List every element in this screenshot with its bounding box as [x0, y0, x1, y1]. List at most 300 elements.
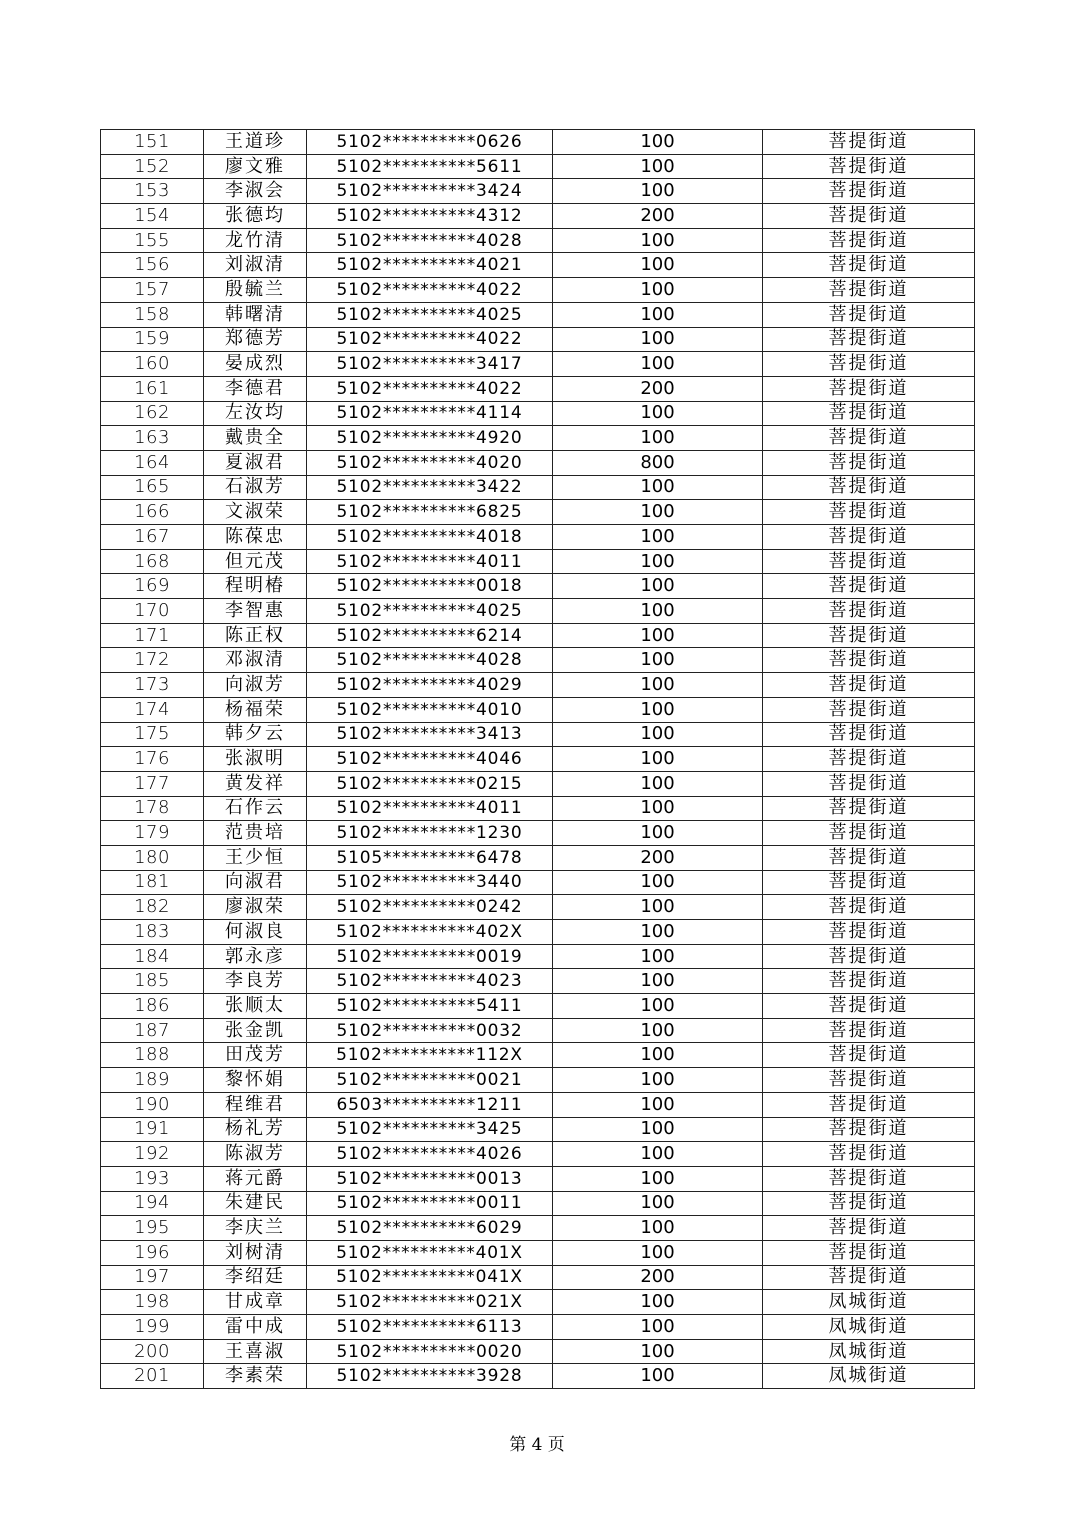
id-number-cell: 5102**********4018 [307, 525, 553, 550]
name-cell: 李德君 [204, 376, 307, 401]
table-row [101, 623, 975, 648]
subdistrict-cell: 菩提街道 [763, 352, 975, 377]
table-row [101, 204, 975, 229]
row-number-cell: 171 [101, 623, 204, 648]
id-number-cell: 5102**********4046 [307, 747, 553, 772]
subdistrict-cell: 菩提街道 [763, 1142, 975, 1167]
name-cell: 郭永彦 [204, 944, 307, 969]
name-cell: 廖文雅 [204, 154, 307, 179]
name-cell: 范贵培 [204, 821, 307, 846]
subdistrict-cell: 菩提街道 [763, 623, 975, 648]
subdistrict-cell: 菩提街道 [763, 969, 975, 994]
name-cell: 陈正权 [204, 623, 307, 648]
id-number-cell: 5102**********4020 [307, 450, 553, 475]
subdistrict-cell: 菩提街道 [763, 426, 975, 451]
id-number-cell: 5102**********4920 [307, 426, 553, 451]
subdistrict-cell: 菩提街道 [763, 278, 975, 303]
subdistrict-cell: 菩提街道 [763, 130, 975, 155]
amount-cell: 100 [553, 944, 763, 969]
id-number-cell: 5102**********3413 [307, 722, 553, 747]
row-number-cell: 159 [101, 327, 204, 352]
subdistrict-cell: 菩提街道 [763, 154, 975, 179]
name-cell: 张淑明 [204, 747, 307, 772]
row-number-cell: 163 [101, 426, 204, 451]
id-number-cell: 5102**********4022 [307, 278, 553, 303]
id-number-cell: 5102**********5411 [307, 994, 553, 1019]
amount-cell: 100 [553, 1339, 763, 1364]
id-number-cell: 5102**********4025 [307, 599, 553, 624]
id-number-cell: 5102**********0019 [307, 944, 553, 969]
subdistrict-cell: 菩提街道 [763, 722, 975, 747]
table-row [101, 648, 975, 673]
subdistrict-cell: 菩提街道 [763, 500, 975, 525]
id-number-cell: 5102**********402X [307, 920, 553, 945]
amount-cell: 100 [553, 1216, 763, 1241]
table-row [101, 771, 975, 796]
amount-cell: 100 [553, 673, 763, 698]
amount-cell: 100 [553, 969, 763, 994]
name-cell: 向淑芳 [204, 673, 307, 698]
row-number-cell: 158 [101, 302, 204, 327]
amount-cell: 100 [553, 1240, 763, 1265]
id-number-cell: 5102**********0018 [307, 574, 553, 599]
roster-table [100, 129, 975, 1389]
subdistrict-cell: 菩提街道 [763, 327, 975, 352]
row-number-cell: 186 [101, 994, 204, 1019]
subdistrict-cell: 菩提街道 [763, 1068, 975, 1093]
amount-cell: 100 [553, 179, 763, 204]
id-number-cell: 5102**********4021 [307, 253, 553, 278]
amount-cell: 100 [553, 574, 763, 599]
row-number-cell: 190 [101, 1092, 204, 1117]
row-number-cell: 179 [101, 821, 204, 846]
id-number-cell: 5102**********0011 [307, 1191, 553, 1216]
subdistrict-cell: 凤城街道 [763, 1364, 975, 1389]
id-number-cell: 5102**********4023 [307, 969, 553, 994]
row-number-cell: 197 [101, 1265, 204, 1290]
subdistrict-cell: 菩提街道 [763, 228, 975, 253]
name-cell: 刘淑清 [204, 253, 307, 278]
name-cell: 王道珍 [204, 130, 307, 155]
table-row [101, 1043, 975, 1068]
row-number-cell: 193 [101, 1166, 204, 1191]
amount-cell: 100 [553, 623, 763, 648]
id-number-cell: 5102**********0215 [307, 771, 553, 796]
row-number-cell: 184 [101, 944, 204, 969]
subdistrict-cell: 菩提街道 [763, 648, 975, 673]
row-number-cell: 162 [101, 401, 204, 426]
row-number-cell: 199 [101, 1315, 204, 1340]
row-number-cell: 172 [101, 648, 204, 673]
row-number-cell: 194 [101, 1191, 204, 1216]
amount-cell: 100 [553, 1290, 763, 1315]
table-row [101, 1315, 975, 1340]
name-cell: 张顺太 [204, 994, 307, 1019]
subdistrict-cell: 菩提街道 [763, 549, 975, 574]
amount-cell: 100 [553, 697, 763, 722]
name-cell: 韩夕云 [204, 722, 307, 747]
id-number-cell: 5102**********0013 [307, 1166, 553, 1191]
amount-cell: 100 [553, 327, 763, 352]
row-number-cell: 161 [101, 376, 204, 401]
name-cell: 程维君 [204, 1092, 307, 1117]
name-cell: 郑德芳 [204, 327, 307, 352]
name-cell: 黄发祥 [204, 771, 307, 796]
row-number-cell: 151 [101, 130, 204, 155]
amount-cell: 100 [553, 1043, 763, 1068]
name-cell: 邓淑清 [204, 648, 307, 673]
amount-cell: 100 [553, 549, 763, 574]
id-number-cell: 5102**********112X [307, 1043, 553, 1068]
table-row [101, 179, 975, 204]
id-number-cell: 5102**********0020 [307, 1339, 553, 1364]
table-row [101, 278, 975, 303]
row-number-cell: 200 [101, 1339, 204, 1364]
subdistrict-cell: 菩提街道 [763, 1043, 975, 1068]
table-row [101, 253, 975, 278]
row-number-cell: 170 [101, 599, 204, 624]
amount-cell: 100 [553, 648, 763, 673]
table-row [101, 673, 975, 698]
table-row [101, 1117, 975, 1142]
amount-cell: 100 [553, 130, 763, 155]
amount-cell: 100 [553, 228, 763, 253]
name-cell: 左汝均 [204, 401, 307, 426]
name-cell: 但元茂 [204, 549, 307, 574]
row-number-cell: 178 [101, 796, 204, 821]
name-cell: 晏成烈 [204, 352, 307, 377]
subdistrict-cell: 菩提街道 [763, 525, 975, 550]
subdistrict-cell: 菩提街道 [763, 845, 975, 870]
table-row [101, 500, 975, 525]
amount-cell: 200 [553, 376, 763, 401]
row-number-cell: 196 [101, 1240, 204, 1265]
id-number-cell: 5102**********6113 [307, 1315, 553, 1340]
id-number-cell: 5102**********5611 [307, 154, 553, 179]
amount-cell: 100 [553, 525, 763, 550]
id-number-cell: 5102**********4028 [307, 228, 553, 253]
roster-table-body [101, 130, 975, 1389]
subdistrict-cell: 菩提街道 [763, 475, 975, 500]
id-number-cell: 5102**********3424 [307, 179, 553, 204]
subdistrict-cell: 凤城街道 [763, 1290, 975, 1315]
amount-cell: 100 [553, 426, 763, 451]
subdistrict-cell: 菩提街道 [763, 450, 975, 475]
name-cell: 程明椿 [204, 574, 307, 599]
name-cell: 李淑会 [204, 179, 307, 204]
amount-cell: 100 [553, 475, 763, 500]
name-cell: 杨福荣 [204, 697, 307, 722]
table-row [101, 426, 975, 451]
id-number-cell: 5102**********0032 [307, 1018, 553, 1043]
name-cell: 石作云 [204, 796, 307, 821]
row-number-cell: 164 [101, 450, 204, 475]
subdistrict-cell: 菩提街道 [763, 1216, 975, 1241]
name-cell: 甘成章 [204, 1290, 307, 1315]
amount-cell: 100 [553, 401, 763, 426]
subdistrict-cell: 凤城街道 [763, 1315, 975, 1340]
table-row [101, 1240, 975, 1265]
name-cell: 蒋元爵 [204, 1166, 307, 1191]
subdistrict-cell: 菩提街道 [763, 821, 975, 846]
table-row [101, 1290, 975, 1315]
row-number-cell: 189 [101, 1068, 204, 1093]
table-row [101, 1142, 975, 1167]
subdistrict-cell: 菩提街道 [763, 179, 975, 204]
row-number-cell: 153 [101, 179, 204, 204]
id-number-cell: 5102**********1230 [307, 821, 553, 846]
subdistrict-cell: 菩提街道 [763, 204, 975, 229]
table-row [101, 994, 975, 1019]
row-number-cell: 160 [101, 352, 204, 377]
table-row [101, 1265, 975, 1290]
name-cell: 韩曙清 [204, 302, 307, 327]
amount-cell: 100 [553, 154, 763, 179]
amount-cell: 100 [553, 302, 763, 327]
name-cell: 张金凯 [204, 1018, 307, 1043]
table-row [101, 599, 975, 624]
table-row [101, 1018, 975, 1043]
table-row [101, 475, 975, 500]
amount-cell: 100 [553, 1191, 763, 1216]
name-cell: 田茂芳 [204, 1043, 307, 1068]
id-number-cell: 5102**********041X [307, 1265, 553, 1290]
amount-cell: 200 [553, 845, 763, 870]
table-row [101, 697, 975, 722]
name-cell: 何淑良 [204, 920, 307, 945]
id-number-cell: 5102**********4011 [307, 796, 553, 821]
id-number-cell: 5102**********4025 [307, 302, 553, 327]
id-number-cell: 5102**********6214 [307, 623, 553, 648]
amount-cell: 100 [553, 278, 763, 303]
row-number-cell: 182 [101, 895, 204, 920]
amount-cell: 100 [553, 920, 763, 945]
id-number-cell: 5102**********401X [307, 1240, 553, 1265]
row-number-cell: 177 [101, 771, 204, 796]
table-row [101, 1216, 975, 1241]
subdistrict-cell: 菩提街道 [763, 1191, 975, 1216]
row-number-cell: 188 [101, 1043, 204, 1068]
subdistrict-cell: 凤城街道 [763, 1339, 975, 1364]
name-cell: 文淑荣 [204, 500, 307, 525]
row-number-cell: 166 [101, 500, 204, 525]
subdistrict-cell: 菩提街道 [763, 1092, 975, 1117]
table-row [101, 450, 975, 475]
id-number-cell: 5102**********4029 [307, 673, 553, 698]
subdistrict-cell: 菩提街道 [763, 253, 975, 278]
row-number-cell: 187 [101, 1018, 204, 1043]
name-cell: 廖淑荣 [204, 895, 307, 920]
table-row [101, 747, 975, 772]
subdistrict-cell: 菩提街道 [763, 1265, 975, 1290]
row-number-cell: 181 [101, 870, 204, 895]
amount-cell: 100 [553, 1117, 763, 1142]
page-number: 第 4 页 [509, 1435, 565, 1455]
id-number-cell: 5102**********4028 [307, 648, 553, 673]
id-number-cell: 5102**********4022 [307, 327, 553, 352]
table-row [101, 1092, 975, 1117]
name-cell: 李绍廷 [204, 1265, 307, 1290]
id-number-cell: 5102**********4011 [307, 549, 553, 574]
name-cell: 龙竹清 [204, 228, 307, 253]
table-row [101, 525, 975, 550]
row-number-cell: 156 [101, 253, 204, 278]
table-row [101, 845, 975, 870]
table-row [101, 870, 975, 895]
id-number-cell: 5102**********4010 [307, 697, 553, 722]
row-number-cell: 155 [101, 228, 204, 253]
amount-cell: 200 [553, 204, 763, 229]
subdistrict-cell: 菩提街道 [763, 1166, 975, 1191]
row-number-cell: 195 [101, 1216, 204, 1241]
id-number-cell: 5105**********6478 [307, 845, 553, 870]
table-row [101, 352, 975, 377]
name-cell: 朱建民 [204, 1191, 307, 1216]
amount-cell: 100 [553, 352, 763, 377]
id-number-cell: 5102**********4312 [307, 204, 553, 229]
row-number-cell: 198 [101, 1290, 204, 1315]
name-cell: 杨礼芳 [204, 1117, 307, 1142]
amount-cell: 100 [553, 1142, 763, 1167]
amount-cell: 100 [553, 1364, 763, 1389]
row-number-cell: 185 [101, 969, 204, 994]
subdistrict-cell: 菩提街道 [763, 1240, 975, 1265]
subdistrict-cell: 菩提街道 [763, 895, 975, 920]
table-row [101, 895, 975, 920]
subdistrict-cell: 菩提街道 [763, 1018, 975, 1043]
table-row [101, 821, 975, 846]
id-number-cell: 6503**********1211 [307, 1092, 553, 1117]
amount-cell: 200 [553, 1265, 763, 1290]
name-cell: 陈葆忠 [204, 525, 307, 550]
name-cell: 李庆兰 [204, 1216, 307, 1241]
table-row [101, 401, 975, 426]
amount-cell: 100 [553, 1092, 763, 1117]
amount-cell: 100 [553, 1315, 763, 1340]
row-number-cell: 175 [101, 722, 204, 747]
name-cell: 李智惠 [204, 599, 307, 624]
table-row [101, 722, 975, 747]
subdistrict-cell: 菩提街道 [763, 599, 975, 624]
table-row [101, 130, 975, 155]
subdistrict-cell: 菩提街道 [763, 944, 975, 969]
row-number-cell: 192 [101, 1142, 204, 1167]
name-cell: 殷毓兰 [204, 278, 307, 303]
table-row [101, 1339, 975, 1364]
id-number-cell: 5102**********4026 [307, 1142, 553, 1167]
name-cell: 陈淑芳 [204, 1142, 307, 1167]
name-cell: 刘树清 [204, 1240, 307, 1265]
subdistrict-cell: 菩提街道 [763, 401, 975, 426]
table-row [101, 920, 975, 945]
id-number-cell: 5102**********3422 [307, 475, 553, 500]
amount-cell: 100 [553, 1018, 763, 1043]
amount-cell: 100 [553, 895, 763, 920]
id-number-cell: 5102**********3928 [307, 1364, 553, 1389]
name-cell: 向淑君 [204, 870, 307, 895]
table-row [101, 574, 975, 599]
amount-cell: 100 [553, 796, 763, 821]
name-cell: 夏淑君 [204, 450, 307, 475]
subdistrict-cell: 菩提街道 [763, 747, 975, 772]
row-number-cell: 183 [101, 920, 204, 945]
id-number-cell: 5102**********0626 [307, 130, 553, 155]
table-row [101, 1166, 975, 1191]
table-row [101, 302, 975, 327]
name-cell: 王少恒 [204, 845, 307, 870]
amount-cell: 100 [553, 1166, 763, 1191]
id-number-cell: 5102**********3417 [307, 352, 553, 377]
amount-cell: 100 [553, 771, 763, 796]
amount-cell: 100 [553, 747, 763, 772]
table-row [101, 549, 975, 574]
name-cell: 李素荣 [204, 1364, 307, 1389]
name-cell: 张德均 [204, 204, 307, 229]
row-number-cell: 169 [101, 574, 204, 599]
subdistrict-cell: 菩提街道 [763, 302, 975, 327]
id-number-cell: 5102**********0242 [307, 895, 553, 920]
table-row [101, 327, 975, 352]
subdistrict-cell: 菩提街道 [763, 870, 975, 895]
subdistrict-cell: 菩提街道 [763, 697, 975, 722]
table-row [101, 154, 975, 179]
subdistrict-cell: 菩提街道 [763, 574, 975, 599]
id-number-cell: 5102**********6825 [307, 500, 553, 525]
id-number-cell: 5102**********4022 [307, 376, 553, 401]
amount-cell: 100 [553, 994, 763, 1019]
id-number-cell: 5102**********3440 [307, 870, 553, 895]
table-row [101, 228, 975, 253]
amount-cell: 800 [553, 450, 763, 475]
amount-cell: 100 [553, 599, 763, 624]
amount-cell: 100 [553, 722, 763, 747]
subdistrict-cell: 菩提街道 [763, 376, 975, 401]
id-number-cell: 5102**********3425 [307, 1117, 553, 1142]
row-number-cell: 201 [101, 1364, 204, 1389]
row-number-cell: 173 [101, 673, 204, 698]
row-number-cell: 180 [101, 845, 204, 870]
table-row [101, 1191, 975, 1216]
row-number-cell: 157 [101, 278, 204, 303]
row-number-cell: 152 [101, 154, 204, 179]
subdistrict-cell: 菩提街道 [763, 920, 975, 945]
subdistrict-cell: 菩提街道 [763, 771, 975, 796]
subdistrict-cell: 菩提街道 [763, 994, 975, 1019]
amount-cell: 100 [553, 253, 763, 278]
amount-cell: 100 [553, 821, 763, 846]
subdistrict-cell: 菩提街道 [763, 1117, 975, 1142]
subdistrict-cell: 菩提街道 [763, 673, 975, 698]
table-row [101, 1364, 975, 1389]
name-cell: 王喜淑 [204, 1339, 307, 1364]
table-row [101, 1068, 975, 1093]
row-number-cell: 167 [101, 525, 204, 550]
name-cell: 石淑芳 [204, 475, 307, 500]
id-number-cell: 5102**********4114 [307, 401, 553, 426]
table-row [101, 969, 975, 994]
row-number-cell: 176 [101, 747, 204, 772]
name-cell: 李良芳 [204, 969, 307, 994]
table-row [101, 796, 975, 821]
row-number-cell: 168 [101, 549, 204, 574]
row-number-cell: 191 [101, 1117, 204, 1142]
table-row [101, 944, 975, 969]
row-number-cell: 154 [101, 204, 204, 229]
subdistrict-cell: 菩提街道 [763, 796, 975, 821]
row-number-cell: 165 [101, 475, 204, 500]
amount-cell: 100 [553, 500, 763, 525]
row-number-cell: 174 [101, 697, 204, 722]
